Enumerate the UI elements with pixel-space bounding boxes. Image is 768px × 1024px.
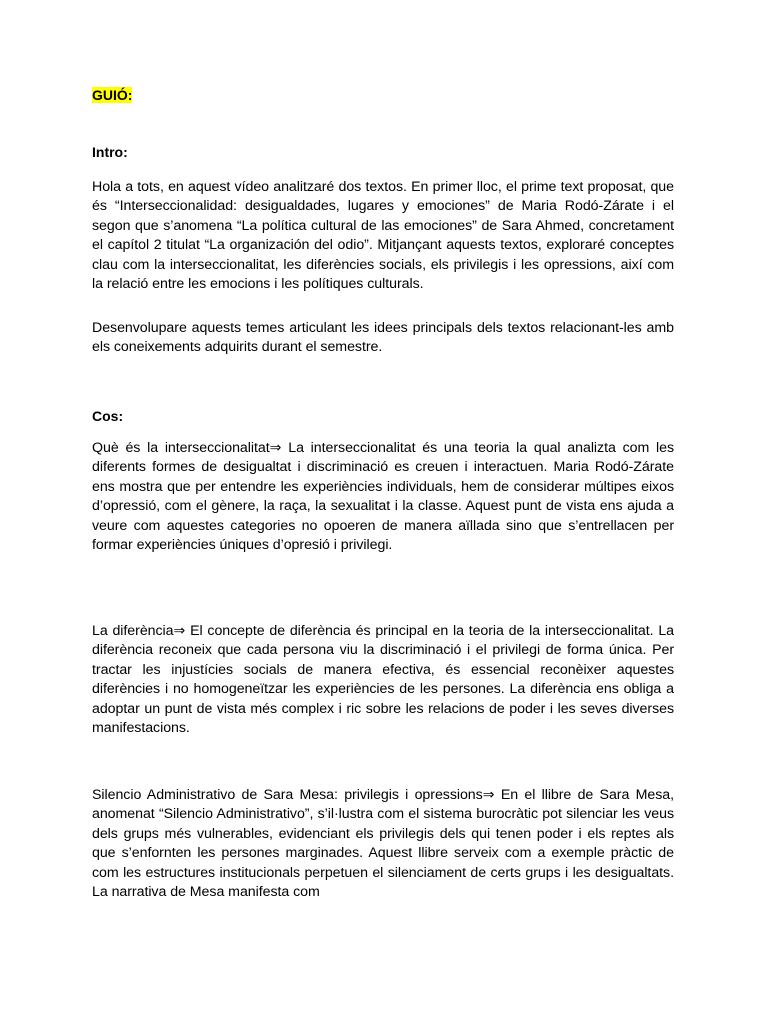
body-heading: Cos: — [92, 408, 124, 424]
body-paragraph-silencio-administrativo: Silencio Administrativo de Sara Mesa: privilegis i opressions⇒ En el llibre de Sara Mesa, anomenat “Silencio Administrativo”, s’il·lustra com el sistema burocràtic pot silenciar les veus dels grups més vulnerables, evidenciant els privilegis dels qui tenen poder i els reptes als que s’enfornten les persones marginades. Aquest llibre serveix com a exemple pràctic de com les estructures institucionals perpetuen el silenciament de certs grups i les desigualtats. La narrativa de Mesa manifesta com — [92, 787, 674, 901]
intro-paragraph-1: Hola a tots, en aquest vídeo analitzaré dos textos. En primer lloc, el prime text proposat, que és “Interseccionalidad: desigualdades, lugares y emociones” de Maria Rodó-Zárate i el segon que s’anomena “La política cultural de las emociones” de Sara Ahmed, concretament el capítol 2 titulat “La organización del odio”. Mitjançant aquests textos, exploraré conceptes clau com la interseccionalitat, les diferències socials, els privilegis i les opressions, així com la relació entre les emocions i les polítiques culturals. — [92, 179, 674, 293]
body-paragraph-interseccionalitat: Què és la interseccionalitat⇒ La interseccionalitat és una teoria la qual analizta com les diferents formes de desigualtat i discriminació es creuen i interactuen. Maria Rodó-Zárate ens mostra que per entendre les experiències individuals, hem de considerar múltipes eixos d’opressió, com el gènere, la raça, la sexualitat i la classe. Aquest punt de vista ens ajuda a veure com aquestes categories no opoeren de manera aïllada sino que s’entrellacen per formar experiències úniques d’opresió i privilegi. — [92, 440, 674, 554]
intro-heading: Intro: — [92, 144, 128, 160]
document-title-highlight: GUIÓ: — [92, 87, 133, 103]
document-title — [92, 86, 132, 104]
intro-paragraph-2: Desenvolupare aquests temes articulant les idees principals dels textos relacionant-les amb els coneixements adquirits durant el semestre. — [92, 320, 674, 356]
body-paragraph-diferencia: La diferència⇒ El concepte de diferència és principal en la teoria de la interseccionalitat. La diferència reconeix que cada persona viu la discriminació i el privilegi de forma única. Per tractar les injustícies socials de manera efectiva, és essencial reconèixer aquestes diferències i no homogeneïtzar les experiències de les persones. La diferència ens obliga a adoptar un punt de vista més complex i ric sobre les relacions de poder i les seves diverses manifestacions. — [92, 623, 674, 737]
